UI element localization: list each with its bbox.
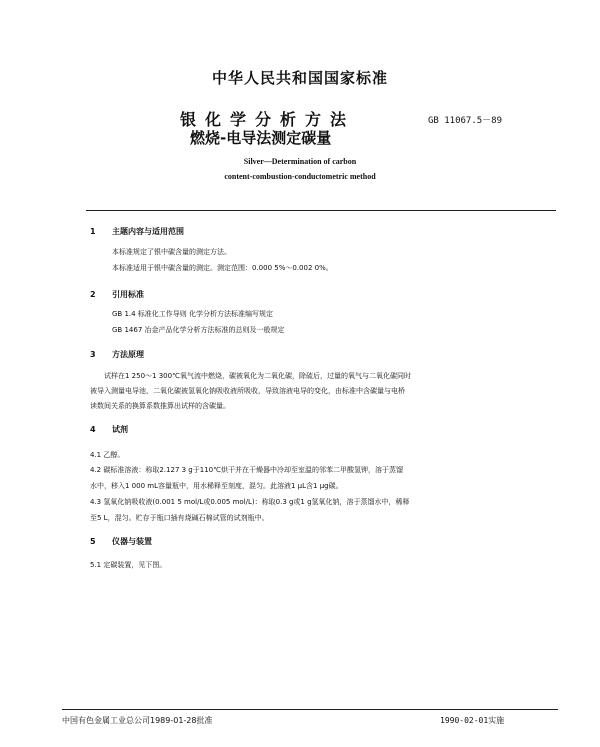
item-5-1: 5.1 定碳装置，见下图。 [90, 561, 167, 569]
section-1-heading [90, 226, 184, 237]
standard-code: GB 11067.5－89 [428, 116, 503, 126]
section-5-title: 仪器与装置 [112, 537, 152, 546]
section-1-number: 1 [90, 227, 96, 236]
section-1-para-1: 本标准规定了银中碳含量的测定方法。 [112, 248, 231, 256]
section-5-number: 5 [90, 537, 96, 546]
section-1-para-2: 本标准适用于银中碳含量的测定。测定范围：0.000 5%～0.002 0%。 [112, 264, 333, 272]
section-4-number: 4 [90, 425, 96, 434]
item-4-3-line-2: 至5 L，混匀。贮存于瓶口插有烧碱石棉试管的试剂瓶中。 [90, 514, 269, 522]
section-3-line-3: 读数间关系的换算系数推算出试样的含碳量。 [90, 402, 230, 410]
document-subtitle: 燃烧-电导法测定碳量 [190, 129, 332, 147]
top-divider [86, 210, 556, 211]
section-3-line-2: 被导入测量电导池，二氧化碳被氢氧化钠吸收液所吸收，导致溶液电导的变化，由标准中含碳量与电桥 [90, 387, 405, 395]
implementation-date: 1990-02-01实施 [440, 716, 505, 725]
section-4-title: 试剂 [112, 425, 128, 434]
section-2-title: 引用标准 [112, 290, 144, 299]
section-2-ref-2: GB 1467 冶金产品化学分析方法标准的总则及一般规定 [112, 326, 285, 334]
section-3-title: 方法原理 [112, 350, 144, 359]
section-1-title: 主题内容与适用范围 [112, 227, 184, 236]
item-4-3-line-1: 4.3 氢氧化钠吸收液(0.001 5 mol/L或0.005 mol/L)：称取0.3 g或1 g氢氧化钠，溶于蒸馏水中，稀释 [90, 498, 410, 506]
section-3-number: 3 [90, 350, 96, 359]
section-3-heading [90, 349, 144, 360]
section-2-heading [90, 289, 144, 300]
item-4-1: 4.1 乙醇。 [90, 451, 125, 459]
item-4-2-line-2: 水中，移入1 000 mL容量瓶中，用水稀释至刻度，混匀。此溶液1 μL含1 μg碳。 [90, 482, 343, 490]
section-4-heading [90, 424, 128, 435]
bottom-divider [62, 709, 558, 710]
section-2-number: 2 [90, 290, 96, 299]
english-title-line2: content-combustion-conductometric method [224, 172, 376, 181]
item-4-2-line-1: 4.2 碳标准溶液：称取2.127 3 g于110℃烘干并在干燥器中冷却至室温的邻苯二甲酸氢钾，溶于蒸馏 [90, 466, 403, 474]
section-5-heading [90, 536, 152, 547]
english-title-line1: Silver—Determination of carbon [243, 157, 357, 166]
section-2-ref-1: GB 1.4 标准化工作导则 化学分析方法标准编写规定 [112, 310, 274, 318]
section-3-line-1: 试样在1 250～1 300℃氧气流中燃烧，碳被氧化为二氧化碳，除硫后，过量的氧气与二氧化碳同时 [104, 372, 411, 380]
document-title: 银化学分析方法 [180, 110, 356, 129]
national-standard-heading: 中华人民共和国国家标准 [211, 69, 388, 87]
approval-note: 中国有色金属工业总公司1989-01-28批准 [62, 716, 213, 725]
